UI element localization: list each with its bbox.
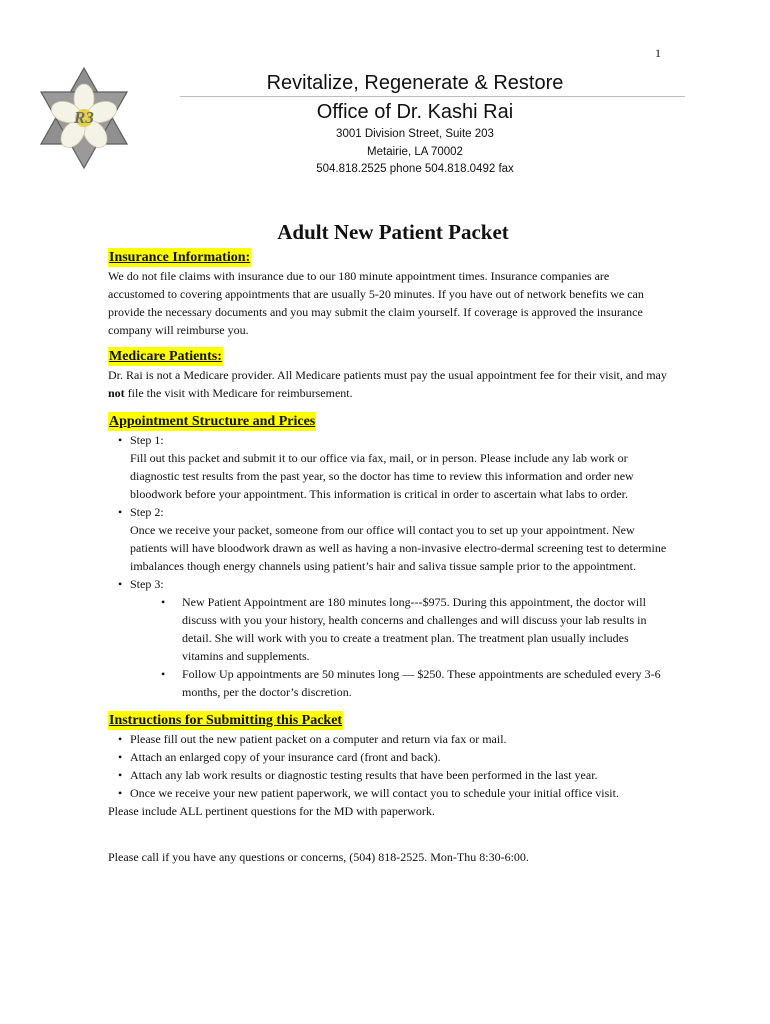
document-title: Adult New Patient Packet <box>277 220 509 244</box>
medicare-text-start: Dr. Rai is not a Medicare provider. All Medicare patients must pay the usual appointment fee for their visit, and may <box>108 368 667 382</box>
instructions-list <box>108 730 668 802</box>
insurance-heading: Insurance Information: <box>109 250 251 265</box>
step-label: • Step 1: <box>130 433 164 447</box>
instruction-item: • Attach an enlarged copy of your insurance card (front and back). <box>108 748 668 766</box>
practice-tagline: Revitalize, Regenerate & Restore <box>266 72 564 94</box>
phone-fax: 504.818.2525 phone 504.818.0492 fax <box>316 163 514 175</box>
step-item <box>108 431 668 503</box>
step-item <box>108 503 668 575</box>
steps-list <box>108 431 668 701</box>
step-label: • Step 3: <box>130 577 164 591</box>
step-text: Fill out this packet and submit it to our office via fax, mail, or in person. Please include any lab work or diagnostic test results from the past year, so the doctor has time to review this information and order new bloodwork before your appointment. This information is critical in order to ascertain what labs to order. <box>130 451 634 501</box>
step-label: • Step 2: <box>130 505 164 519</box>
insurance-text: We do not file claims with insurance due to our 180 minute appointment times. Insurance companies are accustomed to covering appointments that are usually 5-20 minutes. If you have out of network benefits we can provide the necessary documents and you may submit the claim yourself. If coverage is approved the insurance company will reimburse you. <box>108 269 644 337</box>
office-name: Office of Dr. Kashi Rai <box>316 101 514 123</box>
appointment-types-list <box>160 593 668 701</box>
appointment-heading: Appointment Structure and Prices <box>109 414 316 429</box>
instruction-item: • Once we receive your new patient paperwork, we will contact you to schedule your initial office visit. <box>108 784 668 802</box>
step-item <box>108 575 668 701</box>
address-city: Metairie, LA 70002 <box>367 146 463 158</box>
header-divider <box>180 96 685 97</box>
medicare-heading: Medicare Patients: <box>109 349 222 364</box>
appointment-type-item: • New Patient Appointment are 180 minutes long---$975. During this appointment, the doctor will discuss with you your history, health concerns and challenges and will discuss your lab results in detail. She will work with you to create a treatment plan. The treatment plan usually includes vitamins and supplements. <box>160 593 668 665</box>
instructions-note: Please include ALL pertinent questions for the MD with paperwork. <box>108 804 435 818</box>
contact-footer: Please call if you have any questions or concerns, (504) 818-2525. Mon-Thu 8:30-6:00. <box>108 850 529 864</box>
logo-text: R3 <box>74 108 94 127</box>
medicare-text <box>108 366 668 402</box>
document-body <box>108 248 668 866</box>
instruction-item: • Please fill out the new patient packet on a computer and return via fax or mail. <box>108 730 668 748</box>
r3-logo <box>32 66 136 170</box>
appointment-type-item: • Follow Up appointments are 50 minutes long — $250. These appointments are scheduled every 3-6 months, per the doctor’s discretion. <box>160 665 668 701</box>
medicare-text-end: file the visit with Medicare for reimbursement. <box>124 386 353 400</box>
instruction-item: • Attach any lab work results or diagnostic testing results that have been performed in the last year. <box>108 766 668 784</box>
address-street: 3001 Division Street, Suite 203 <box>336 128 494 140</box>
medicare-text-emphasis: not <box>108 386 125 400</box>
instructions-heading: Instructions for Submitting this Packet <box>109 713 343 728</box>
step-text: Once we receive your packet, someone from our office will contact you to set up your appointment. New patients will have bloodwork drawn as well as having a non-invasive electro-dermal screening test to determine imbalances though energy channels using patient’s hair and saliva tissue sample prior to the appointment. <box>130 523 667 573</box>
page-number: 1 <box>655 46 661 60</box>
